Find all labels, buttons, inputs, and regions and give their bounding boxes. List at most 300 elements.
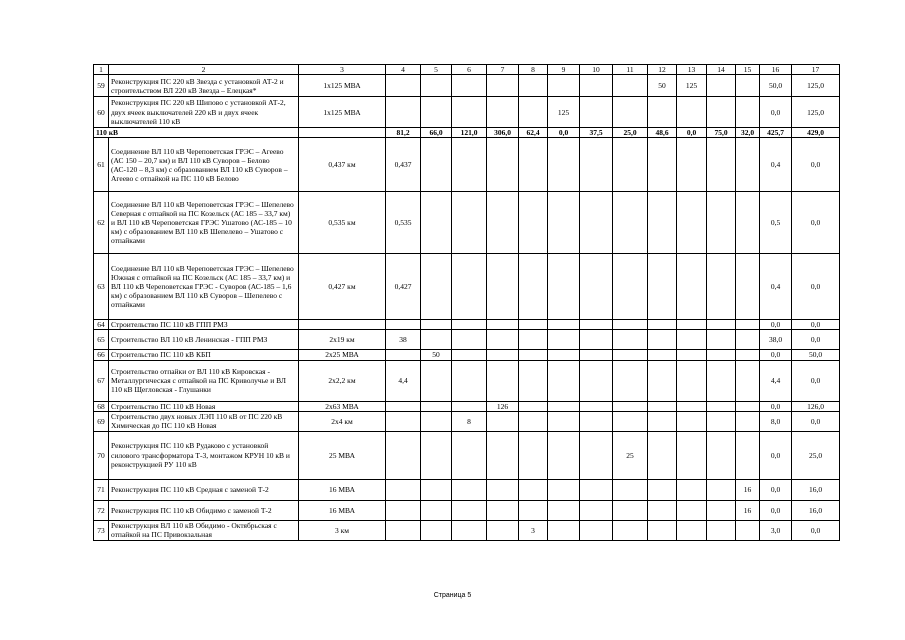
value-cell: 50 [421,350,452,360]
value-cell [736,411,760,431]
value-cell [736,254,760,320]
value-cell [452,360,487,401]
value-cell [519,97,548,128]
value-cell: 4,4 [386,360,421,401]
value-cell [548,411,580,431]
row-number: 71 [94,479,109,500]
value-cell [421,75,452,97]
value-cell [580,350,613,360]
value-cell: 50 [648,75,677,97]
value-cell: 0,0 [792,360,840,401]
project-name: Соединение ВЛ 110 кВ Череповетская ГРЭС – Шепелево Северная с отпайкой на ПС Козельск (АС 185 – 33,7 км) и ВЛ 110 кВ Череповетская ГРЭС Ушатово (АС-185 – 10 км) с образованием ВЛ 110 кВ Шепелево – Ушатово с отпайками [109,192,299,254]
value-cell [421,97,452,128]
row-number: 64 [94,320,109,330]
table-row [94,192,840,254]
value-cell [519,500,548,520]
value-cell: 0,0 [792,520,840,540]
project-name: Соединение ВЛ 110 кВ Череповетская ГРЭС – Шепелево Южная с отпайкой на ПС Козельск (АС 185 – 33,7 км) и ВЛ 110 кВ Череповетская ГРЭС - Суворов (АС-185 – 1,6 км) с образованием ВЛ 110 кВ Суворов – Шепелево с отпайками [109,254,299,320]
value-cell [648,330,677,350]
value-cell [736,431,760,479]
value-cell [487,431,519,479]
value-cell [487,360,519,401]
value-cell [421,411,452,431]
capacity-cell: 2х4 км [299,411,386,431]
section-label: 110 кВ [94,128,299,138]
section-summary-row [94,128,840,138]
value-cell [548,479,580,500]
value-cell [677,500,707,520]
value-cell [707,192,736,254]
value-cell [421,431,452,479]
value-cell [648,138,677,192]
project-name: Строительство ПС 110 кВ КБП [109,350,299,360]
table-row [94,254,840,320]
value-cell: 38,0 [760,330,792,350]
column-header: 3 [299,65,386,75]
value-cell [613,75,648,97]
value-cell [736,401,760,411]
value-cell [452,479,487,500]
value-cell: 16,0 [792,479,840,500]
value-cell: 37,5 [580,128,613,138]
value-cell [386,520,421,540]
row-number: 63 [94,254,109,320]
value-cell [452,97,487,128]
value-cell [648,254,677,320]
table-row [94,330,840,350]
column-header: 11 [613,65,648,75]
value-cell [548,520,580,540]
project-name: Реконструкция ВЛ 110 кВ Обидимо - Октябрьская с отпайкой на ПС Привокзальная [109,520,299,540]
capacity-cell: 2х63 МВА [299,401,386,411]
value-cell [452,401,487,411]
value-cell [519,192,548,254]
value-cell [452,520,487,540]
capacity-cell: 2х25 МВА [299,350,386,360]
value-cell [613,360,648,401]
value-cell [487,330,519,350]
value-cell [421,138,452,192]
value-cell: 0,0 [760,97,792,128]
value-cell [736,138,760,192]
column-header: 13 [677,65,707,75]
value-cell: 125,0 [792,75,840,97]
value-cell [707,401,736,411]
value-cell: 126,0 [792,401,840,411]
value-cell [648,192,677,254]
value-cell: 0,427 [386,254,421,320]
value-cell [580,401,613,411]
value-cell [452,192,487,254]
project-name: Соединение ВЛ 110 кВ Череповетская ГРЭС – Агеево (АС 150 – 20,7 км) и ВЛ 110 кВ Суворов – Белово (АС-120 – 8,3 км) с образованием ВЛ 110 кВ Суворов – Агеево с отпайкой на ПС 110 кВ Белово [109,138,299,192]
value-cell [707,411,736,431]
value-cell [421,254,452,320]
value-cell [452,254,487,320]
value-cell: 425,7 [760,128,792,138]
value-cell: 125 [677,75,707,97]
column-header: 14 [707,65,736,75]
capacity-cell: 16 МВА [299,479,386,500]
value-cell [452,431,487,479]
value-cell [677,320,707,330]
project-name: Строительство ПС 110 кВ Новая [109,401,299,411]
value-cell [648,401,677,411]
value-cell: 16 [736,479,760,500]
column-header: 16 [760,65,792,75]
value-cell: 62,4 [519,128,548,138]
value-cell [736,360,760,401]
value-cell [386,350,421,360]
capacity-cell [299,320,386,330]
value-cell [548,500,580,520]
value-cell [452,350,487,360]
value-cell [648,97,677,128]
value-cell [386,479,421,500]
value-cell [677,330,707,350]
value-cell [707,520,736,540]
value-cell: 125,0 [792,97,840,128]
value-cell [580,411,613,431]
value-cell [613,192,648,254]
column-header: 10 [580,65,613,75]
capacity-cell: 25 МВА [299,431,386,479]
value-cell: 25,0 [792,431,840,479]
value-cell: 0,0 [760,350,792,360]
value-cell [613,254,648,320]
table-row [94,75,840,97]
row-number: 68 [94,401,109,411]
value-cell [548,254,580,320]
value-cell [580,330,613,350]
value-cell [677,360,707,401]
value-cell [386,411,421,431]
value-cell [386,500,421,520]
value-cell [452,500,487,520]
value-cell [648,360,677,401]
project-name: Реконструкция ПС 220 кВ Звезда с установкой АТ-2 и строительством ВЛ 220 кВ Звезда – Елецкая* [109,75,299,97]
value-cell [677,350,707,360]
value-cell [677,192,707,254]
value-cell [548,360,580,401]
value-cell [613,330,648,350]
project-name: Реконструкция ПС 110 кВ Средная с заменой Т-2 [109,479,299,500]
value-cell: 0,0 [792,192,840,254]
value-cell [613,500,648,520]
value-cell [519,401,548,411]
column-header: 6 [452,65,487,75]
value-cell: 0,0 [792,138,840,192]
value-cell: 4,4 [760,360,792,401]
value-cell [707,360,736,401]
value-cell [677,431,707,479]
value-cell [677,479,707,500]
value-cell: 0,0 [760,431,792,479]
value-cell [421,479,452,500]
value-cell: 8,0 [760,411,792,431]
row-number: 72 [94,500,109,520]
value-cell [736,350,760,360]
table-row [94,350,840,360]
table-row [94,479,840,500]
value-cell [736,192,760,254]
value-cell [648,520,677,540]
table-row [94,411,840,431]
value-cell [707,320,736,330]
project-name: Строительство отпайки от ВЛ 110 кВ Кировская - Металлургическая с отпайкой на ПС Криволучье и ВЛ 110 кВ Щегловская - Глушанки [109,360,299,401]
row-number: 69 [94,411,109,431]
project-name: Строительство ВЛ 110 кВ Ленинская - ГПП РМЗ [109,330,299,350]
value-cell [580,320,613,330]
column-header: 7 [487,65,519,75]
value-cell: 66,0 [421,128,452,138]
column-header: 2 [109,65,299,75]
project-name: Строительство ПС 110 кВ ГПП РМЗ [109,320,299,330]
value-cell [613,520,648,540]
value-cell [648,350,677,360]
column-header: 8 [519,65,548,75]
value-cell [707,254,736,320]
row-number: 66 [94,350,109,360]
value-cell [386,97,421,128]
table-row [94,360,840,401]
value-cell [707,431,736,479]
value-cell: 0,0 [792,411,840,431]
column-header: 17 [792,65,840,75]
value-cell [519,479,548,500]
value-cell [548,350,580,360]
value-cell [421,520,452,540]
project-name: Реконструкция ПС 110 кВ Рудаково с установкой силового трансформатора Т-3, монтажом КРУН 10 кВ и реконструкцией РУ 110 кВ [109,431,299,479]
value-cell [677,411,707,431]
value-cell [386,75,421,97]
value-cell [519,431,548,479]
table-row [94,500,840,520]
capacity-cell: 1х125 МВА [299,97,386,128]
value-cell: 0,0 [792,254,840,320]
value-cell [487,411,519,431]
value-cell: 0,0 [760,401,792,411]
value-cell: 0,0 [760,320,792,330]
value-cell [452,138,487,192]
value-cell [421,360,452,401]
value-cell [580,75,613,97]
value-cell: 0,4 [760,254,792,320]
value-cell [707,138,736,192]
value-cell: 0,0 [792,330,840,350]
value-cell [613,97,648,128]
value-cell [707,479,736,500]
table-row [94,431,840,479]
value-cell [580,360,613,401]
value-cell [487,138,519,192]
value-cell [548,330,580,350]
table-row [94,138,840,192]
value-cell [707,500,736,520]
value-cell: 0,437 [386,138,421,192]
value-cell [487,520,519,540]
value-cell [548,192,580,254]
value-cell: 48,6 [648,128,677,138]
value-cell: 50,0 [792,350,840,360]
value-cell [487,192,519,254]
value-cell [580,520,613,540]
value-cell [519,75,548,97]
value-cell: 16 [736,500,760,520]
value-cell [580,97,613,128]
value-cell [613,401,648,411]
value-cell [452,330,487,350]
value-cell [677,254,707,320]
table-row [94,97,840,128]
value-cell: 0,5 [760,192,792,254]
value-cell: 75,0 [707,128,736,138]
value-cell: 126 [487,401,519,411]
value-cell [386,431,421,479]
project-name: Реконструкция ПС 110 кВ Обидимо с заменой Т-2 [109,500,299,520]
value-cell [421,330,452,350]
value-cell [580,500,613,520]
value-cell: 8 [452,411,487,431]
value-cell: 3,0 [760,520,792,540]
value-cell [736,97,760,128]
value-cell [648,431,677,479]
value-cell [487,97,519,128]
value-cell: 0,535 [386,192,421,254]
value-cell: 3 [519,520,548,540]
value-cell [580,479,613,500]
column-header: 4 [386,65,421,75]
value-cell: 125 [548,97,580,128]
value-cell [648,320,677,330]
value-cell [519,330,548,350]
value-cell [648,500,677,520]
value-cell [487,500,519,520]
value-cell [421,500,452,520]
value-cell [548,401,580,411]
value-cell: 0,0 [792,320,840,330]
project-name: Реконструкция ПС 220 кВ Шипово с установкой АТ-2, двух ячеек выключателей 220 кВ и двух ячеек выключателей 110 кВ [109,97,299,128]
value-cell [580,431,613,479]
row-number: 59 [94,75,109,97]
value-cell [421,320,452,330]
value-cell [580,192,613,254]
value-cell [487,350,519,360]
capacity-cell: 0,535 км [299,192,386,254]
value-cell [519,138,548,192]
value-cell [677,401,707,411]
value-cell [613,320,648,330]
value-cell [580,138,613,192]
value-cell [519,360,548,401]
column-header: 15 [736,65,760,75]
value-cell [519,350,548,360]
value-cell [677,520,707,540]
header-row [94,65,840,75]
value-cell: 25,0 [613,128,648,138]
value-cell [677,97,707,128]
capacity-cell: 0,437 км [299,138,386,192]
column-header: 5 [421,65,452,75]
value-cell: 429,0 [792,128,840,138]
value-cell: 0,0 [548,128,580,138]
column-header: 9 [548,65,580,75]
value-cell [648,479,677,500]
row-number: 60 [94,97,109,128]
value-cell [386,401,421,411]
row-number: 61 [94,138,109,192]
value-cell [707,97,736,128]
value-cell: 81,2 [386,128,421,138]
capacity-cell: 3 км [299,520,386,540]
value-cell [736,320,760,330]
value-cell [487,75,519,97]
value-cell [487,479,519,500]
value-cell [452,320,487,330]
column-header: 1 [94,65,109,75]
page-footer: Страница 5 [433,592,472,599]
value-cell [613,350,648,360]
table-row [94,401,840,411]
row-number: 67 [94,360,109,401]
value-cell [707,330,736,350]
value-cell: 16,0 [792,500,840,520]
value-cell: 50,0 [760,75,792,97]
value-cell [452,75,487,97]
value-cell [736,75,760,97]
value-cell [548,75,580,97]
project-name: Строительство двух новых ЛЭП 110 кВ от ПС 220 кВ Химическая до ПС 110 кВ Новая [109,411,299,431]
value-cell: 32,0 [736,128,760,138]
table-row [94,520,840,540]
row-number: 70 [94,431,109,479]
capacity-cell [299,128,386,138]
value-cell: 0,4 [760,138,792,192]
value-cell [736,330,760,350]
value-cell [519,320,548,330]
value-cell [677,138,707,192]
value-cell [613,138,648,192]
value-cell: 25 [613,431,648,479]
capacity-cell: 16 МВА [299,500,386,520]
value-cell [613,411,648,431]
value-cell [519,411,548,431]
value-cell [707,350,736,360]
value-cell [421,401,452,411]
value-cell [386,320,421,330]
value-cell [421,192,452,254]
row-number: 73 [94,520,109,540]
value-cell: 0,0 [760,500,792,520]
capacity-cell: 2х19 км [299,330,386,350]
value-cell: 0,0 [760,479,792,500]
value-cell [707,75,736,97]
value-cell [548,138,580,192]
capacity-cell: 1х125 МВА [299,75,386,97]
value-cell [487,320,519,330]
row-number: 62 [94,192,109,254]
value-cell [519,254,548,320]
data-table [93,64,840,541]
value-cell: 0,0 [677,128,707,138]
value-cell: 121,0 [452,128,487,138]
value-cell [613,479,648,500]
column-header: 12 [648,65,677,75]
value-cell [487,254,519,320]
capacity-cell: 0,427 км [299,254,386,320]
value-cell: 38 [386,330,421,350]
value-cell: 306,0 [487,128,519,138]
value-cell [548,320,580,330]
